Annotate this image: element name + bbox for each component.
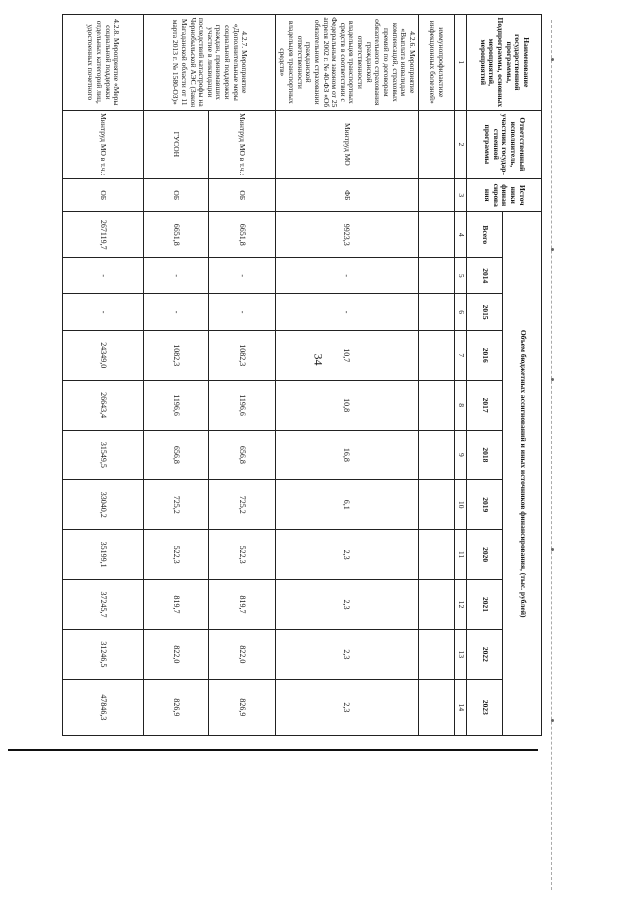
header-name: Наименование государственной программы, Подпрограммы, основных мероприятий, мероприятий: [467, 15, 542, 111]
row-value: [418, 629, 454, 679]
header-year: 2018: [467, 430, 503, 480]
header-year: 2021: [467, 580, 503, 630]
row-source: ОБ: [63, 179, 144, 212]
row-responsible: Минтруд МО в т.ч.:: [63, 110, 144, 179]
row-value: [418, 480, 454, 530]
column-number: 12: [455, 580, 467, 630]
row-name: 4.2.7. Мероприятие «Дополнительные меры социальной поддержки граждан, принимавших участие в ликвидации последствий катастрофы на Чернобыльской АЭС (Закон Магаданской области от 11 марта 2013 г. № 1580-ОЗ)»: [144, 15, 276, 111]
column-number: 2: [455, 110, 467, 179]
rotated-table-frame: [62, 14, 542, 736]
row-value: 31549,5: [63, 430, 144, 480]
row-value: 37245,7: [63, 580, 144, 630]
row-total: [418, 212, 454, 258]
row-value: 1082,3: [208, 330, 275, 380]
row-value: 2,3: [275, 629, 418, 679]
row-value: 2,3: [275, 530, 418, 580]
table-row: [418, 15, 454, 736]
header-year: 2017: [467, 380, 503, 430]
column-number: 1: [455, 15, 467, 111]
row-source: ФБ: [275, 179, 418, 212]
header-total: Всего: [467, 212, 503, 258]
row-total: 9923,3: [275, 212, 418, 258]
table-row: [275, 15, 418, 736]
row-value: 6,1: [275, 480, 418, 530]
row-value: 2,3: [275, 580, 418, 630]
column-number: 10: [455, 480, 467, 530]
row-value: [418, 530, 454, 580]
scan-edge-rule: [8, 749, 538, 751]
row-name: 4.2.8. Мероприятие «Меры социальной поддержки отдельных категорий лиц, удостоенных почетного: [63, 15, 144, 111]
row-value: 725,2: [208, 480, 275, 530]
header-year: 2020: [467, 530, 503, 580]
row-responsible: Минтруд МО: [275, 110, 418, 179]
row-value: 10,8: [275, 380, 418, 430]
table-row: [63, 15, 144, 736]
header-responsible: Ответственный исполнитель, участник государ-ственной программы: [467, 110, 542, 179]
row-value: [418, 258, 454, 294]
header-group-title: Объем бюджетных ассигнований и иных источников финансирования, (тыс. рублей): [503, 212, 542, 736]
column-number: 3: [455, 179, 467, 212]
row-value: 522,3: [208, 530, 275, 580]
header-year: 2014: [467, 258, 503, 294]
column-number: 9: [455, 430, 467, 480]
column-number: 4: [455, 212, 467, 258]
row-value: [418, 330, 454, 380]
row-value: 26643,4: [63, 380, 144, 430]
row-source: ОБ: [208, 179, 275, 212]
row-value: 725,2: [144, 480, 209, 530]
table-row: [208, 15, 275, 736]
table-row: [144, 15, 209, 736]
column-number: 13: [455, 629, 467, 679]
header-year: 2022: [467, 629, 503, 679]
row-value: 826,9: [144, 679, 209, 735]
row-value: 47846,3: [63, 679, 144, 735]
row-value: 819,7: [208, 580, 275, 630]
row-value: 522,3: [144, 530, 209, 580]
header-year: 2019: [467, 480, 503, 530]
punch-mark: [551, 719, 554, 722]
column-number: 8: [455, 380, 467, 430]
row-value: -: [275, 258, 418, 294]
row-value: 822,0: [208, 629, 275, 679]
row-value: 16,8: [275, 430, 418, 480]
row-value: 1082,3: [144, 330, 209, 380]
row-value: [418, 580, 454, 630]
row-value: 656,8: [208, 430, 275, 480]
column-number: 14: [455, 679, 467, 735]
row-value: -: [208, 258, 275, 294]
row-responsible: [418, 110, 454, 179]
row-name: 4.2.6. Мероприятие «Выплата инвалидам компенсаций, страховых премий по договорам обязательного страхования гражданской ответственности владельцев транспортных средств в соответствии с Федеральным законом от 25 апреля 2002 г. № 40-ФЗ «Об обязательном страховании гражданской ответственности владельцев транспортных средств»: [275, 15, 418, 111]
punch-mark: [551, 58, 554, 61]
row-responsible: ГУСОН: [144, 110, 209, 179]
column-numbers-row: [455, 15, 467, 736]
row-total: 6651,8: [144, 212, 209, 258]
row-value: -: [63, 294, 144, 330]
row-value: 1196,6: [208, 380, 275, 430]
punch-mark: [551, 378, 554, 381]
row-value: [418, 380, 454, 430]
header-year: 2023: [467, 679, 503, 735]
row-total: 267119,7: [63, 212, 144, 258]
financing-table: [62, 14, 542, 736]
row-value: 31246,5: [63, 629, 144, 679]
row-value: 1196,6: [144, 380, 209, 430]
punch-mark: [551, 548, 554, 551]
row-value: -: [144, 258, 209, 294]
header-source: Источ ники финан сирова ния: [467, 179, 542, 212]
page-edge-dashed-line: [551, 20, 552, 890]
row-responsible: Минтруд МО в т.ч.:: [208, 110, 275, 179]
row-source: ОБ: [144, 179, 209, 212]
row-value: -: [208, 294, 275, 330]
row-value: 33040,2: [63, 480, 144, 530]
column-number: 5: [455, 258, 467, 294]
row-value: -: [144, 294, 209, 330]
header-year: 2015: [467, 294, 503, 330]
row-source: [418, 179, 454, 212]
row-value: 2,3: [275, 679, 418, 735]
column-number: 11: [455, 530, 467, 580]
row-value: [418, 294, 454, 330]
rotated-table-sheet: [62, 14, 542, 736]
row-value: -: [63, 258, 144, 294]
row-name: иммунопрофилактике инфекционных болезней»: [418, 15, 454, 111]
row-value: 656,8: [144, 430, 209, 480]
header-row-1: [503, 15, 542, 736]
column-number: 6: [455, 294, 467, 330]
row-value: [418, 430, 454, 480]
row-value: 10,7: [275, 330, 418, 380]
row-value: 822,0: [144, 629, 209, 679]
header-year: 2016: [467, 330, 503, 380]
row-value: [418, 679, 454, 735]
column-number: 7: [455, 330, 467, 380]
row-value: -: [275, 294, 418, 330]
row-value: 24349,0: [63, 330, 144, 380]
row-total: 6651,8: [208, 212, 275, 258]
row-value: 35199,1: [63, 530, 144, 580]
page-number: 34: [311, 353, 326, 366]
row-value: 826,9: [208, 679, 275, 735]
row-value: 819,7: [144, 580, 209, 630]
punch-mark: [551, 248, 554, 251]
